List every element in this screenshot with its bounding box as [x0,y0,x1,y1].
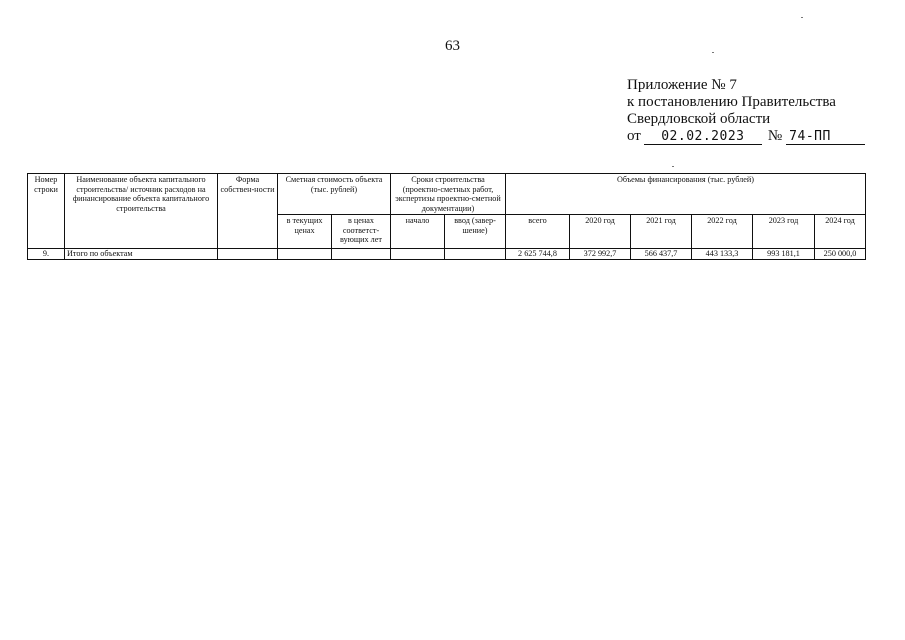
col-header-row-number: Номер строки [28,174,65,249]
cell-current-prices [278,249,332,260]
number-prefix: № [767,128,783,144]
cell-2022: 443 133,3 [692,249,753,260]
col-header-relevant-prices: в ценах соответст-вующих лет [332,215,391,249]
col-header-financing: Объемы финансирования (тыс. рублей) [506,174,866,215]
cell-2020: 372 992,7 [570,249,631,260]
col-header-2022: 2022 год [692,215,753,249]
col-header-construction-terms: Сроки строительства (проектно-сметных работ, экспертизы проектно-сметной документации) [391,174,506,215]
col-header-total: всего [506,215,570,249]
cell-ownership [218,249,278,260]
col-header-2020: 2020 год [570,215,631,249]
col-header-2024: 2024 год [815,215,866,249]
col-header-current-prices: в текущих ценах [278,215,332,249]
cell-row-number: 9. [28,249,65,260]
cell-total: 2 625 744,8 [506,249,570,260]
financing-table [27,173,866,260]
cell-start [391,249,445,260]
annex-line-resolution: к постановлению Правительства [627,94,836,110]
scan-speck [801,17,803,18]
table-row [28,249,866,260]
col-header-commissioning: ввод (завер-шение) [445,215,506,249]
cell-name: Итого по объектам [65,249,218,260]
cell-relevant-prices [332,249,391,260]
annex-title: Приложение № 7 [627,77,737,93]
col-header-start: начало [391,215,445,249]
col-header-name: Наименование объекта капитального строительства/ источник расходов на финансирование объекта капитального строительства [65,174,218,249]
annex-line-region: Свердловской области [627,111,771,127]
col-header-2021: 2021 год [631,215,692,249]
date-prefix: от [627,128,641,144]
cell-2023: 993 181,1 [753,249,815,260]
annex-heading [627,77,887,145]
cell-commissioning [445,249,506,260]
col-header-2023: 2023 год [753,215,815,249]
col-header-ownership: Форма собствен-ности [218,174,278,249]
scan-speck [672,166,674,167]
header-row-1 [28,174,866,215]
resolution-date: 02.02.2023 [644,129,762,145]
page-number: 63 [445,38,460,54]
resolution-number: 74-ПП [786,129,865,145]
cell-2024: 250 000,0 [815,249,866,260]
col-header-estimated-cost: Сметная стоимость объекта (тыс. рублей) [278,174,391,215]
cell-2021: 566 437,7 [631,249,692,260]
annex-date-line [627,128,887,145]
